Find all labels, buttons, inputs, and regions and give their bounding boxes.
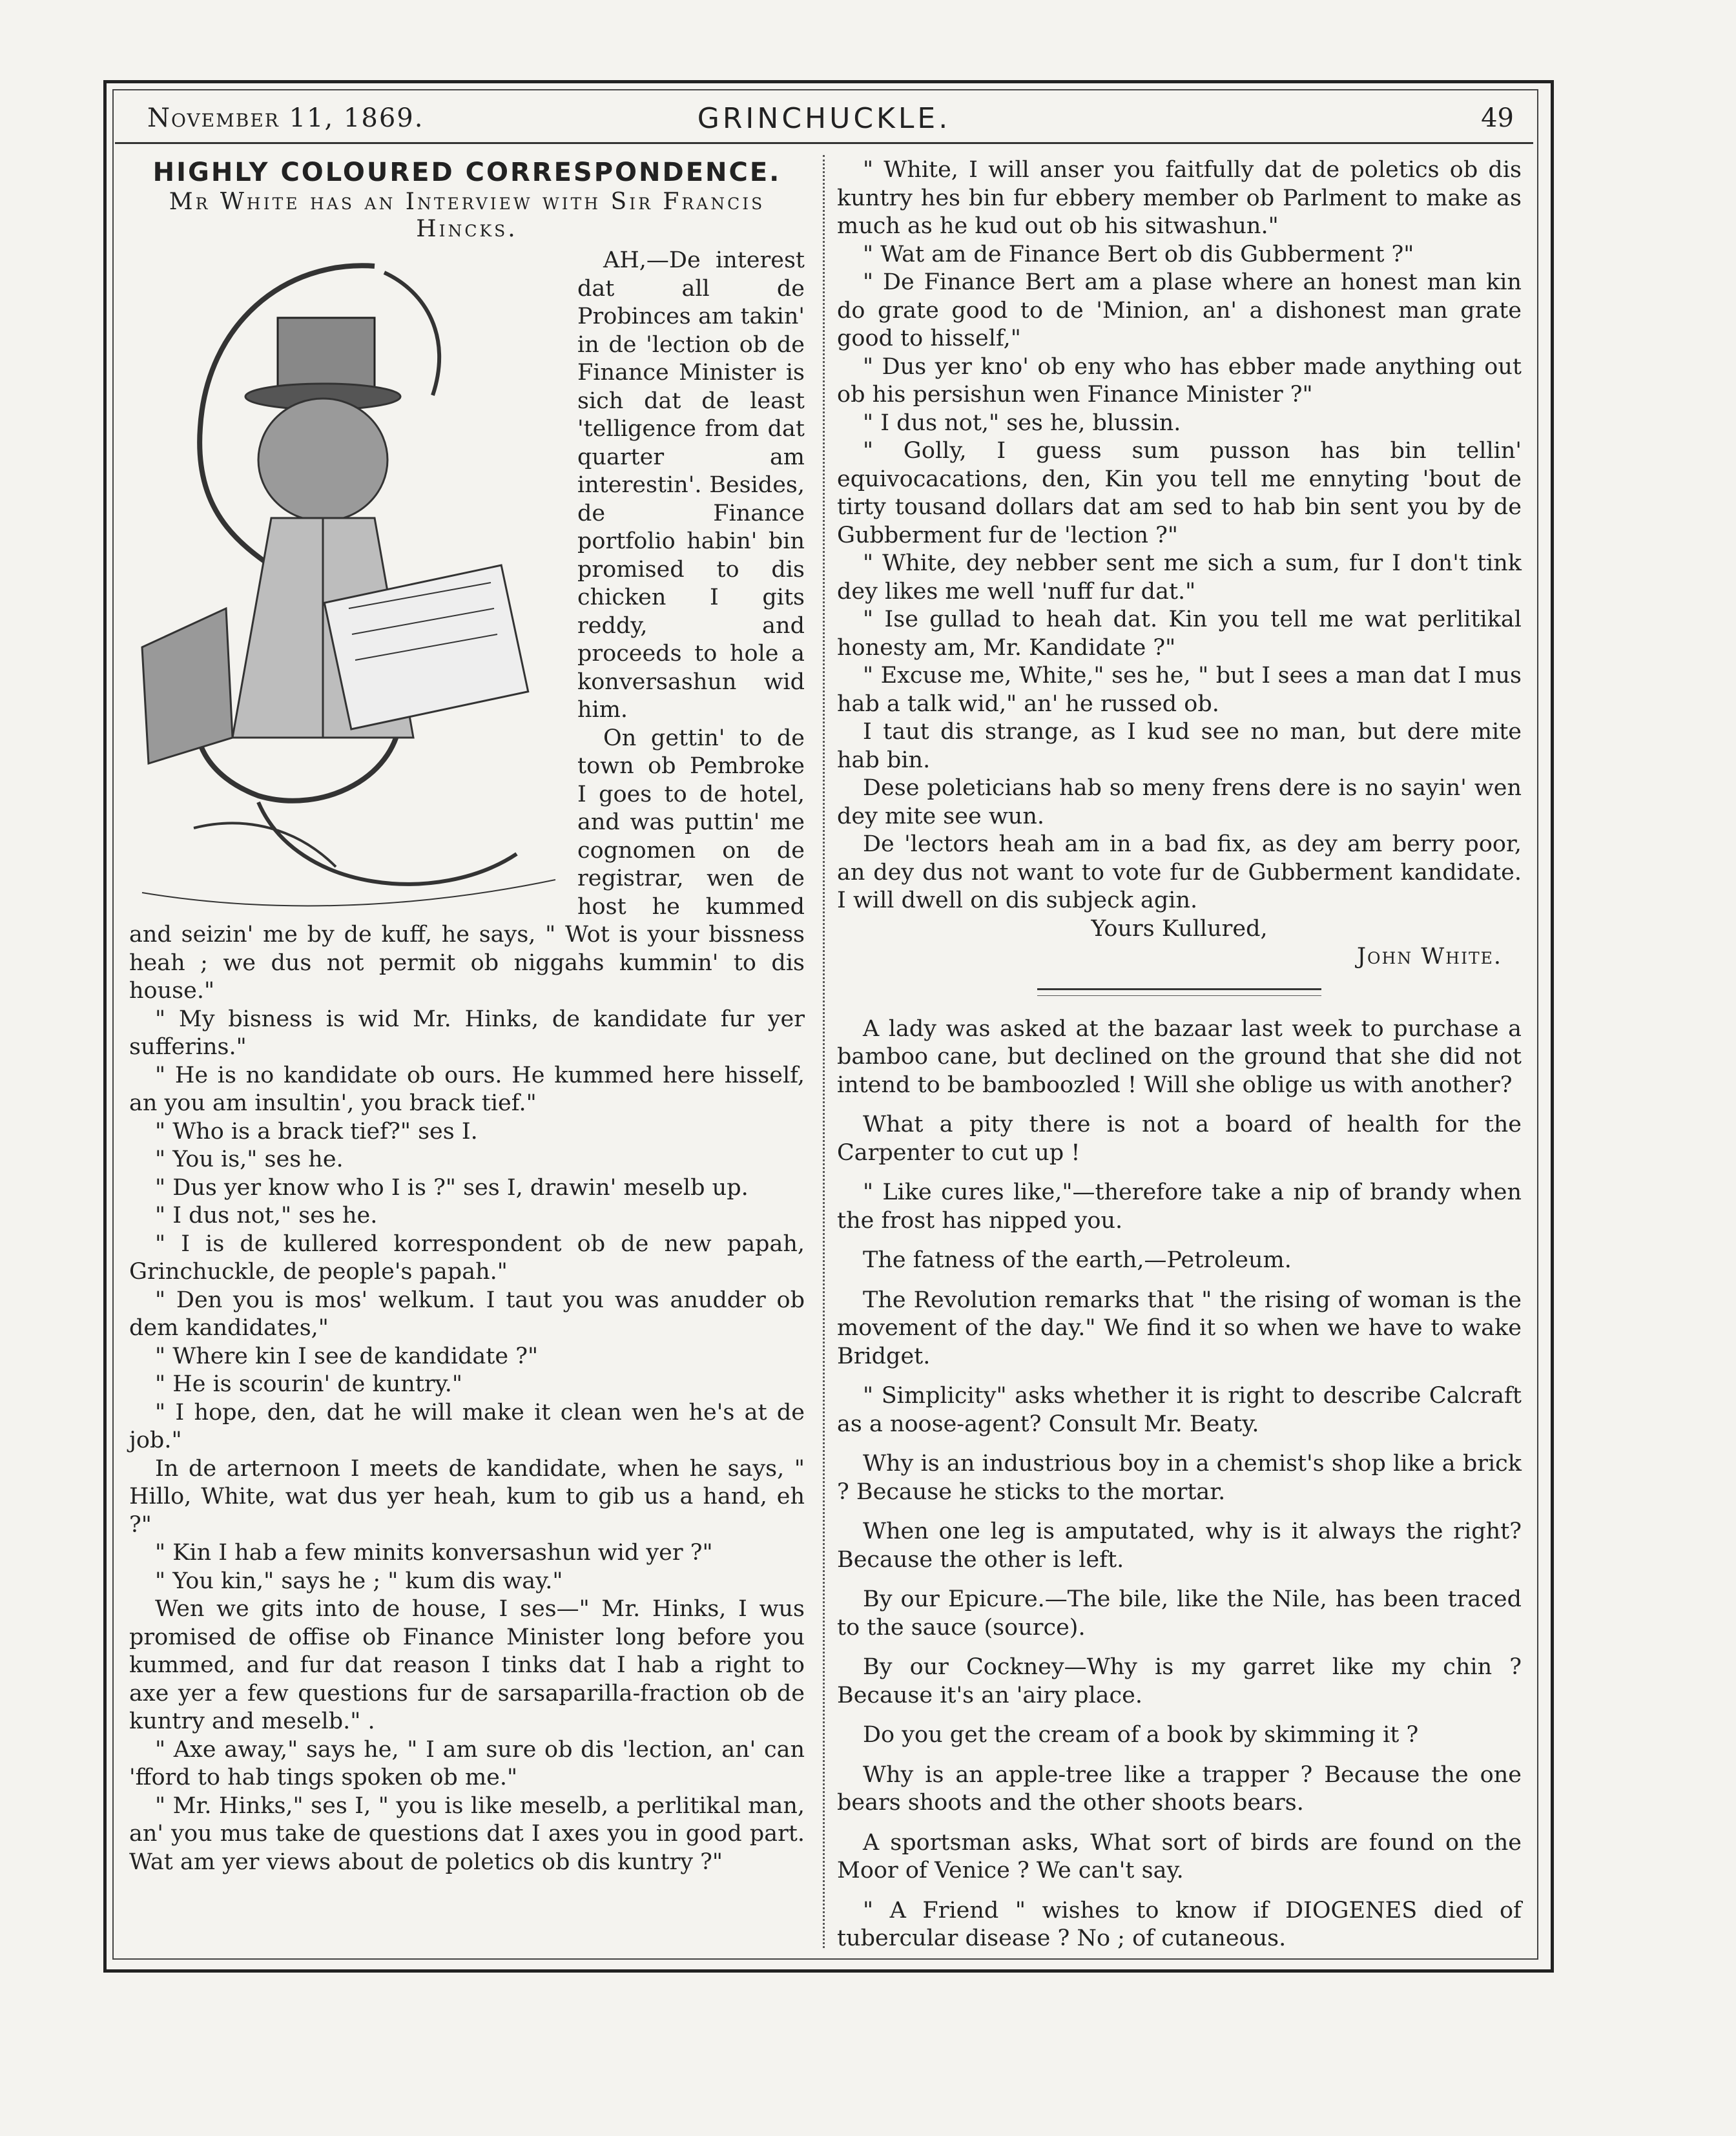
article-paragraph: " Mr. Hinks," ses I, " you is like meselb, a perlitikal man, an' you mus take de questions dat I axes you in good part. Wat am yer views about de poletics ob dis kuntry ?" — [129, 1792, 805, 1875]
joke-paragraph: A lady was asked at the bazaar last week to purchase a bamboo cane, but declined on the ground that she did not intend to be bamboozled ! Will she oblige us with another? — [837, 1015, 1522, 1098]
joke-paragraph: The Revolution remarks that " the rising of woman is the movement of the day." We find it so when we have to wake Bridget. — [837, 1287, 1522, 1369]
joke-paragraph: " Like cures like,"—therefore take a nip of brandy when the frost has nipped you. — [837, 1179, 1522, 1234]
signature: John White. — [1356, 944, 1502, 969]
article-paragraph: " Dus yer know who I is ?" ses I, drawin' meselb up. — [155, 1174, 749, 1201]
joke-paragraph: The fatness of the earth,—Petroleum. — [863, 1247, 1292, 1273]
section-divider — [1037, 988, 1321, 996]
joke-paragraph: By our Epicure.—The bile, like the Nile, has been traced to the sauce (source). — [837, 1586, 1522, 1641]
article-paragraph: I taut dis strange, as I kud see no man, but dere mite hab bin. — [837, 719, 1522, 773]
joke-paragraph: What a pity there is not a board of health for the Carpenter to cut up ! — [837, 1112, 1522, 1166]
masthead-title: GRINCHUCKLE. — [697, 102, 951, 135]
article-paragraph: " Wat am de Finance Bert ob dis Gubberment ?" — [863, 241, 1414, 267]
joke-paragraph: Why is an industrious boy in a chemist's shop like a brick ? Because he sticks to the mortar. — [837, 1451, 1522, 1505]
article-paragraph: Dese poleticians hab so meny frens dere is no sayin' wen dey mite see wun. — [837, 775, 1522, 829]
page-header — [115, 97, 1533, 144]
article-paragraph: " I hope, den, dat he will make it clean wen he's at de job." — [129, 1399, 805, 1453]
joke-paragraph: Do you get the cream of a book by skimming it ? — [863, 1722, 1419, 1748]
article-paragraph: " I is de kullered korrespondent ob de new papah, Grinchuckle, de people's papah." — [129, 1230, 805, 1285]
issue-date: November 11, 1869. — [147, 103, 424, 133]
article-paragraph: " Excuse me, White," ses he, " but I sees a man dat I mus hab a talk wid," an' he russed ob. — [837, 663, 1522, 717]
article-paragraph: " You is," ses he. — [155, 1146, 344, 1172]
joke-paragraph: A sportsman asks, What sort of birds are found on the Moor of Venice ? We can't say. — [837, 1829, 1522, 1883]
article-paragraph: " White, dey nebber sent me sich a sum, fur I don't tink dey likes me well 'nuff fur dat." — [837, 550, 1522, 605]
article-paragraph: On gettin' to de town ob Pembroke I goes to de hotel, and was puttin' me cognomen on de registrar, wen de host he kummed and seizin' me by de kuff, he says, " Wot is your bissness heah ; we dus not permit ob niggahs kummin' to dis house." — [129, 725, 805, 1004]
article-paragraph: " My bisness is wid Mr. Hinks, de kandidate fur yer sufferins." — [129, 1006, 805, 1060]
column-divider — [823, 155, 825, 1948]
joke-paragraph: " A Friend " wishes to know if DIOGENES died of tubercular disease ? No ; of cutaneous. — [837, 1897, 1522, 1951]
joke-paragraph: When one leg is amputated, why is it always the right? Because the other is left. — [837, 1519, 1522, 1573]
closing-salutation: Yours Kullured, — [1091, 915, 1268, 942]
article-paragraph: " De Finance Bert am a plase where an honest man kin do grate good to de 'Minion, an' a dishonest man grate good to hisself," — [837, 269, 1522, 351]
article-paragraph: Wen we gits into de house, I ses—" Mr. Hinks, I wus promised de offise ob Finance Minister long before you kummed, and fur dat reason I tinks dat I hab a right to axe yer a few questions fur de sarsaparilla-fraction ob de kuntry and meselb." . — [129, 1596, 805, 1734]
article-paragraph: " Golly, I guess sum pusson has bin tellin' equivocacations, den, Kin you tell me ennyting 'bout de tirty tousand dollars dat am sed to hab bin sent you by de Gubberment fur de 'lection ?" — [837, 438, 1522, 548]
article-paragraph: AH,—De interest dat all de Probinces am takin' in de 'lection ob de Finance Minister is sich dat de least 'telligence from dat quarter am interestin'. Besides, de Finance portfolio habin' bin promised to dis chicken I gits reddy, and proceeds to hole a konversashun wid him. — [577, 247, 805, 723]
article-paragraph: De 'lectors heah am in a bad fix, as dey am berry poor, an dey dus not want to vote fur de Gubberment kandidate. I will dwell on dis subjeck agin. — [837, 831, 1522, 913]
article-title: HIGHLY COLOURED CORRESPONDENCE. — [152, 158, 781, 187]
article-paragraph: " Ise gullad to heah dat. Kin you tell me wat perlitikal honesty am, Mr. Kandidate ?" — [837, 607, 1522, 661]
left-column — [129, 156, 805, 1876]
article-paragraph: " Den you is mos' welkum. I taut you was anudder ob dem kandidates," — [129, 1287, 805, 1341]
article-paragraph: " Axe away," says he, " I am sure ob dis 'lection, an' can 'fford to hab tings spoken ob me." — [129, 1736, 805, 1790]
article-paragraph: " I dus not," ses he. — [155, 1203, 378, 1229]
article-paragraph: " You kin," says he ; " kum dis way." — [155, 1568, 563, 1594]
joke-paragraph: " Simplicity" asks whether it is right to describe Calcraft as a noose-agent? Consult Mr. Beaty. — [837, 1383, 1522, 1437]
caricature-illustration — [129, 247, 568, 915]
article-paragraph: " Kin I hab a few minits konversashun wid yer ?" — [155, 1540, 713, 1566]
right-column — [837, 156, 1522, 1953]
article-paragraph: " Where kin I see de kandidate ?" — [155, 1343, 539, 1369]
joke-paragraph: By our Cockney—Why is my garret like my chin ? Because it's an 'airy place. — [837, 1654, 1522, 1708]
article-paragraph: " Dus yer kno' ob eny who has ebber made anything out ob his persishun wen Finance Minister ?" — [837, 353, 1522, 408]
article-paragraph: " I dus not," ses he, blussin. — [863, 410, 1181, 436]
joke-paragraph: Why is an apple-tree like a trapper ? Because the one bears shoots and the other shoots bears. — [837, 1761, 1522, 1816]
article-paragraph: In de arternoon I meets de kandidate, when he says, " Hillo, White, wat dus yer heah, kum to gib us a hand, eh ?" — [129, 1455, 805, 1538]
article-paragraph: " White, I will anser you faitfully dat de poletics ob dis kuntry hes bin fur ebbery member ob Parlment to make as much as he kud out ob his sitwashun." — [837, 157, 1522, 239]
article-paragraph: " He is no kandidate ob ours. He kummed here hisself, an you am insultin', you brack tief." — [129, 1062, 805, 1116]
page-number: 49 — [1481, 103, 1514, 133]
article-paragraph: " Who is a brack tief?" ses I. — [155, 1118, 478, 1145]
article-paragraph: " He is scourin' de kuntry." — [155, 1371, 462, 1397]
article-subtitle: Mr White has an Interview with Sir Francis Hincks. — [169, 189, 765, 242]
